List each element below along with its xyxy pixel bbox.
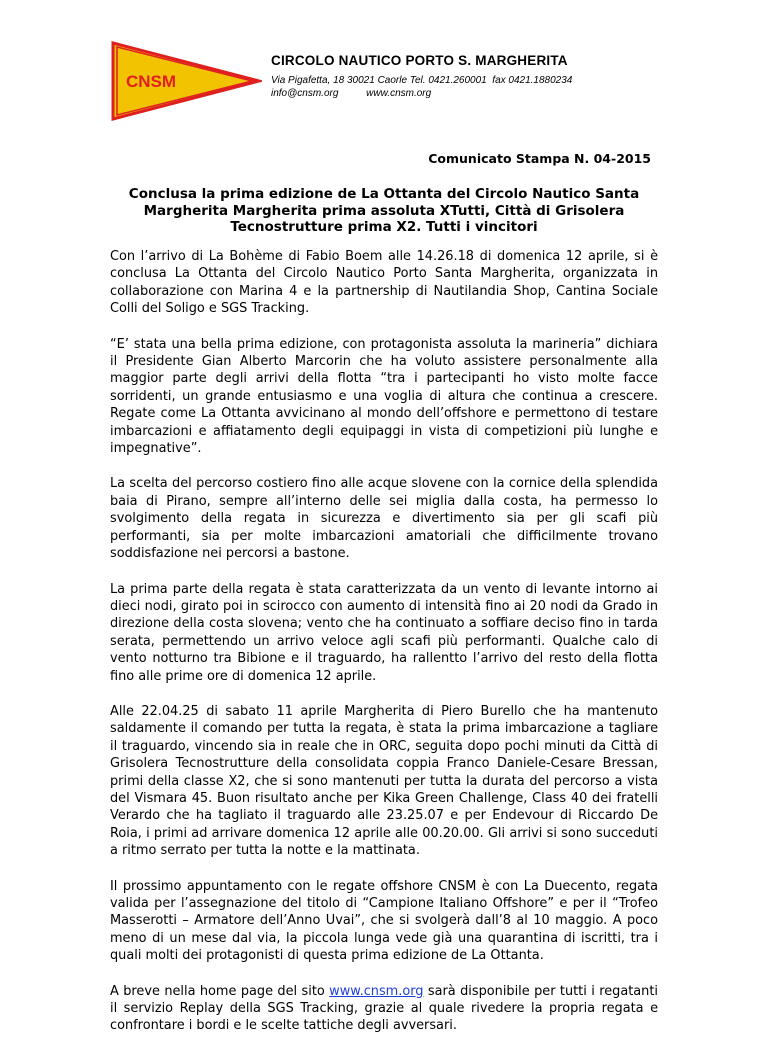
website-link[interactable]: www.cnsm.org (329, 983, 424, 999)
organization-contacts: info@cnsm.org www.cnsm.org (271, 88, 432, 99)
headline: Conclusa la prima edizione de La Ottanta del Circolo Nautico Santa Margherita Margherita prima assoluta XTutti, Città di Grisolera Tecnostrutture prima X2. Tutti i vincitori (128, 186, 640, 235)
press-release-number: Comunicato Stampa N. 04-2015 (428, 151, 651, 166)
text-before-link: A breve nella home page del sito (110, 983, 330, 999)
text-after-link: sarà disponibile per tutti i regatanti il servizio Replay della SGS Tracking, grazie al quale rivedere la propria regata e confrontare i bordi e le scelte tattiche degli avversari. (110, 983, 658, 1034)
paragraph: La prima parte della regata è stata caratterizzata da un vento di levante intorno ai dieci nodi, girato poi in scirocco con aumento di intensità fino ai 20 nodi da Grado in direzione della costa slovena; vento che ha continuato a soffiare deciso fino in tarda serata, permettendo un arrivo veloce agli scafi più performanti. Qualche calo di vento notturno tra Bibione e il traguardo, ha rallentto l’arrivo del resto della flotta fino alle prime ore di domenica 12 aprile. (110, 581, 658, 684)
letterhead (271, 53, 572, 100)
burgee-flag-icon (110, 40, 262, 122)
organization-name: CIRCOLO NAUTICO PORTO S. MARGHERITA (271, 53, 568, 68)
article-body (110, 248, 658, 1053)
paragraph-last (110, 983, 658, 1035)
paragraph: Con l’arrivo di La Bohème di Fabio Boem alle 14.26.18 di domenica 12 aprile, si è conclusa La Ottanta del Circolo Nautico Porto Santa Margherita, organizzata in collaborazione con Marina 4 e la partnership di Nautilandia Shop, Cantina Sociale Colli del Soligo e SGS Tracking. (110, 249, 658, 317)
cnsm-logo (110, 40, 262, 122)
paragraph: “E’ stata una bella prima edizione, con protagonista assoluta la marineria” dichiara il Presidente Gian Alberto Marcorin che ha voluto assistere personalmente alla maggior parte degli arrivi della flotta “tra i partecipanti ho visto molte facce sorridenti, un grande entusiasmo e una voglia di altura che continua a crescere. Regate come La Ottanta avvicinano al mondo dell’offshore e permettono di testare imbarcazioni e affiatamento degli equipaggi in vista di competizioni più lunghe e impegnative”. (110, 336, 658, 457)
logo-text: CNSM (126, 72, 177, 91)
paragraph: Il prossimo appuntamento con le regate offshore CNSM è con La Duecento, regata valida per l’assegnazione del titolo di “Campione Italiano Offshore” e per il “Trofeo Masserotti – Armatore dell’Anno Uvai”, che si svolgerà dall’8 al 10 maggio. A poco meno di un mese dal via, la piccola lunga vede già una quarantina di iscritti, tra i quali molti dei protagonisti di questa prima edizione de La Ottanta. (110, 878, 658, 964)
paragraph: La scelta del percorso costiero fino alle acque slovene con la cornice della splendida baia di Pirano, sempre all’interno delle sei miglia dalla costa, ha permesso lo svolgimento della regata in sicurezza e divertimento sia per gli scafi più performanti, sia per molte imbarcazioni amatoriali che difficilmente trovano soddisfazione nei percorsi a bastone. (110, 476, 658, 562)
organization-address: Via Pigafetta, 18 30021 Caorle Tel. 0421.260001 fax 0421.1880234 (271, 75, 573, 86)
paragraph: Alle 22.04.25 di sabato 11 aprile Margherita di Piero Burello che ha mantenuto saldamente il comando per tutta la regata, è stata la prima imbarcazione a tagliare il traguardo, vincendo sia in reale che in ORC, seguita dopo pochi minuti da Città di Grisolera Tecnostrutture della consolidata coppia Franco Daniele-Cesare Bressan, primi della classe X2, che si sono mantenuti per tutta la durata del percorso a vista del Vismara 45. Buon risultato anche per Kika Green Challenge, Class 40 dei fratelli Verardo che ha tagliato il traguardo alle 23.25.07 e per Endevour di Riccardo De Roia, i primi ad arrivare domenica 12 aprile alle 00.20.00. Gli arrivi si sono succeduti a ritmo serrato per tutta la notte e la mattinata. (110, 703, 658, 859)
